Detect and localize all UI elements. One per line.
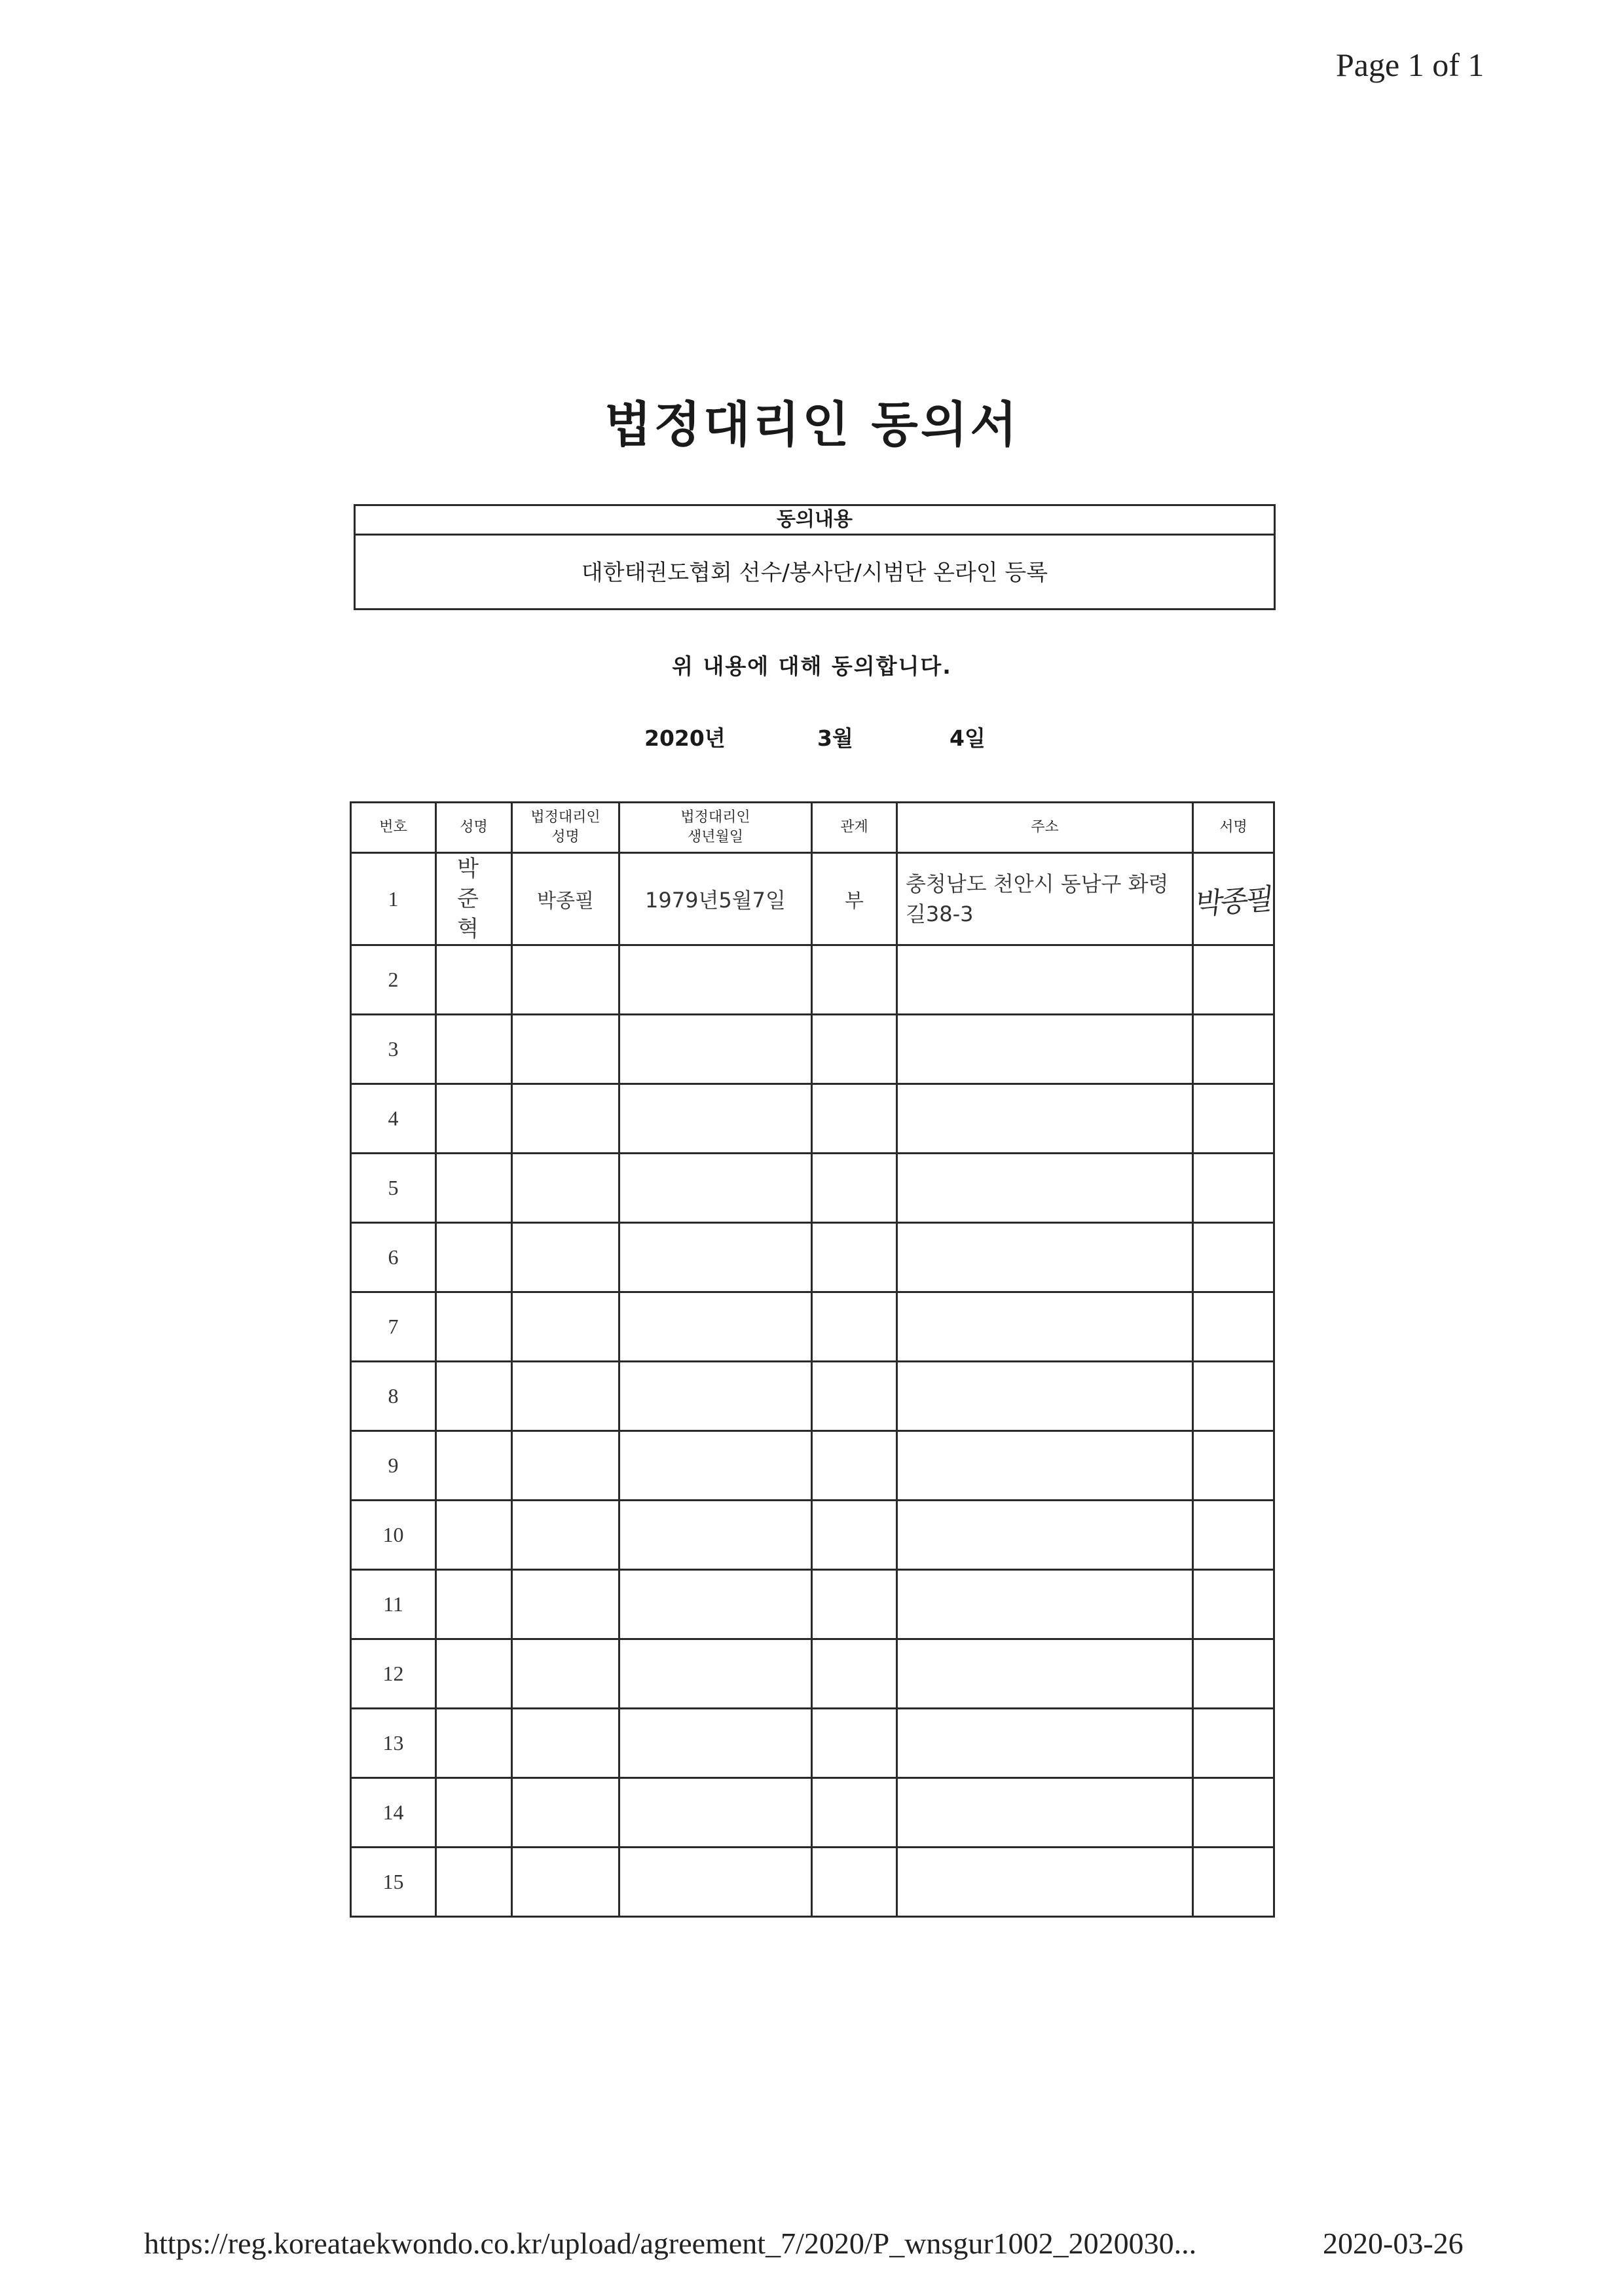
date-month: 3월 bbox=[817, 725, 853, 751]
guardian-name-cell bbox=[512, 1431, 619, 1501]
row-number-cell: 10 bbox=[351, 1501, 436, 1570]
signature-cell bbox=[1193, 945, 1274, 1015]
relation-cell bbox=[812, 1431, 897, 1501]
signature-cell bbox=[1193, 1709, 1274, 1778]
address-cell bbox=[897, 1570, 1193, 1639]
table-row bbox=[351, 945, 1274, 1015]
table-row bbox=[351, 1709, 1274, 1778]
signature-cell bbox=[1193, 1778, 1274, 1848]
participant-name-cell bbox=[436, 1084, 512, 1154]
relation-cell bbox=[812, 1709, 897, 1778]
address-cell bbox=[897, 1084, 1193, 1154]
row-number-cell: 2 bbox=[351, 945, 436, 1015]
guardian-name-cell bbox=[512, 1223, 619, 1292]
guardian-name-cell bbox=[512, 1778, 619, 1848]
guardian-name-cell bbox=[512, 1154, 619, 1223]
signature-cell bbox=[1193, 1362, 1274, 1431]
address-cell bbox=[897, 1154, 1193, 1223]
relation-cell bbox=[812, 1501, 897, 1570]
relation-cell bbox=[812, 1570, 897, 1639]
signature-cell bbox=[1193, 1015, 1274, 1084]
relation-cell bbox=[812, 1223, 897, 1292]
signature-cell bbox=[1193, 1223, 1274, 1292]
guardian-name-cell bbox=[512, 1709, 619, 1778]
consent-box bbox=[354, 504, 1276, 610]
table-row bbox=[351, 1778, 1274, 1848]
header-signature: 서명 bbox=[1193, 803, 1274, 853]
guardian-birthdate-cell bbox=[619, 1501, 812, 1570]
address-cell bbox=[897, 1015, 1193, 1084]
guardian-name-cell bbox=[512, 1639, 619, 1709]
header-guardian-name: 법정대리인 성명 bbox=[512, 803, 619, 853]
guardian-birthdate-cell: 1979년5월7일 bbox=[619, 853, 812, 945]
address-cell bbox=[897, 1223, 1193, 1292]
guardian-birthdate-cell bbox=[619, 1431, 812, 1501]
address-cell bbox=[897, 1431, 1193, 1501]
guardian-birthdate-cell bbox=[619, 945, 812, 1015]
table-row bbox=[351, 1154, 1274, 1223]
address-cell bbox=[897, 1501, 1193, 1570]
participant-name-cell bbox=[436, 1848, 512, 1917]
participant-name-cell bbox=[436, 1431, 512, 1501]
table-row bbox=[351, 1084, 1274, 1154]
table-header-row bbox=[351, 803, 1274, 853]
participant-name-cell bbox=[436, 1015, 512, 1084]
relation-cell bbox=[812, 1362, 897, 1431]
document-title: 법정대리인 동의서 bbox=[604, 397, 1020, 453]
participant-name-cell bbox=[436, 1154, 512, 1223]
address-cell bbox=[897, 1709, 1193, 1778]
relation-cell bbox=[812, 1084, 897, 1154]
row-number-cell: 12 bbox=[351, 1639, 436, 1709]
guardian-name-cell bbox=[512, 945, 619, 1015]
header-guardian-birth: 법정대리인 생년월일 bbox=[619, 803, 812, 853]
guardian-name-cell bbox=[512, 1570, 619, 1639]
row-number-cell: 5 bbox=[351, 1154, 436, 1223]
guardian-name-cell: 박종필 bbox=[512, 853, 619, 945]
address-cell: 충청남도 천안시 동남구 화령길38-3 bbox=[897, 853, 1193, 945]
guardian-birthdate-cell bbox=[619, 1084, 812, 1154]
guardian-birthdate-cell bbox=[619, 1015, 812, 1084]
signature-cell bbox=[1193, 1848, 1274, 1917]
row-number-cell: 9 bbox=[351, 1431, 436, 1501]
table-row bbox=[351, 1848, 1274, 1917]
guardian-birthdate-cell bbox=[619, 1292, 812, 1362]
row-number-cell: 3 bbox=[351, 1015, 436, 1084]
guardian-birthdate-cell bbox=[619, 1154, 812, 1223]
address-cell bbox=[897, 1639, 1193, 1709]
header-relation: 관계 bbox=[812, 803, 897, 853]
row-number-cell: 1 bbox=[351, 853, 436, 945]
relation-cell: 부 bbox=[812, 853, 897, 945]
row-number-cell: 7 bbox=[351, 1292, 436, 1362]
address-cell bbox=[897, 945, 1193, 1015]
participant-name-cell bbox=[436, 1639, 512, 1709]
participant-name-cell: 박준혁 bbox=[436, 853, 512, 945]
relation-cell bbox=[812, 1639, 897, 1709]
row-number-cell: 8 bbox=[351, 1362, 436, 1431]
guardian-birthdate-cell bbox=[619, 1362, 812, 1431]
row-number-cell: 14 bbox=[351, 1778, 436, 1848]
signature-cell bbox=[1193, 1639, 1274, 1709]
table-row bbox=[351, 1362, 1274, 1431]
guardian-name-cell bbox=[512, 1292, 619, 1362]
guardian-name-cell bbox=[512, 1848, 619, 1917]
participant-name-cell bbox=[436, 1223, 512, 1292]
table-row bbox=[351, 1015, 1274, 1084]
participant-name-cell bbox=[436, 1292, 512, 1362]
row-number-cell: 13 bbox=[351, 1709, 436, 1778]
table-body bbox=[351, 853, 1274, 1917]
table-row bbox=[351, 1570, 1274, 1639]
guardian-birthdate-cell bbox=[619, 1778, 812, 1848]
participant-name-cell bbox=[436, 1362, 512, 1431]
guardian-name-cell bbox=[512, 1501, 619, 1570]
signature-cell bbox=[1193, 853, 1274, 945]
table-row bbox=[351, 853, 1274, 945]
relation-cell bbox=[812, 1778, 897, 1848]
footer-url: https://reg.koreataekwondo.co.kr/upload/agreement_7/2020/P_wnsgur1002_2020030... bbox=[144, 2227, 1197, 2260]
table-row bbox=[351, 1223, 1274, 1292]
participant-name-cell bbox=[436, 1501, 512, 1570]
relation-cell bbox=[812, 1015, 897, 1084]
signature-cell bbox=[1193, 1292, 1274, 1362]
agree-statement: 위 내용에 대해 동의합니다. bbox=[672, 653, 952, 679]
relation-cell bbox=[812, 945, 897, 1015]
address-cell bbox=[897, 1292, 1193, 1362]
footer-date: 2020-03-26 bbox=[1323, 2227, 1464, 2260]
table-row bbox=[351, 1639, 1274, 1709]
registration-table bbox=[350, 801, 1275, 1918]
guardian-birthdate-cell bbox=[619, 1223, 812, 1292]
participant-name-cell bbox=[436, 945, 512, 1015]
page-number: Page 1 of 1 bbox=[1336, 46, 1485, 83]
participant-name-cell bbox=[436, 1778, 512, 1848]
date-year: 2020년 bbox=[644, 725, 726, 751]
guardian-name-cell bbox=[512, 1362, 619, 1431]
guardian-name-cell bbox=[512, 1084, 619, 1154]
header-no: 번호 bbox=[351, 803, 436, 853]
participant-name-cell bbox=[436, 1709, 512, 1778]
guardian-birthdate-cell bbox=[619, 1570, 812, 1639]
guardian-name-cell bbox=[512, 1015, 619, 1084]
address-cell bbox=[897, 1778, 1193, 1848]
relation-cell bbox=[812, 1848, 897, 1917]
participant-name-cell bbox=[436, 1570, 512, 1639]
signature-cell bbox=[1193, 1154, 1274, 1223]
consent-header: 동의내용 bbox=[356, 506, 1274, 536]
row-number-cell: 15 bbox=[351, 1848, 436, 1917]
address-cell bbox=[897, 1362, 1193, 1431]
header-name: 성명 bbox=[436, 803, 512, 853]
date-day: 4일 bbox=[950, 725, 986, 751]
row-number-cell: 4 bbox=[351, 1084, 436, 1154]
table-row bbox=[351, 1431, 1274, 1501]
signature-cell bbox=[1193, 1431, 1274, 1501]
consent-body: 대한태권도협회 선수/봉사단/시범단 온라인 등록 bbox=[581, 560, 1048, 586]
guardian-birthdate-cell bbox=[619, 1639, 812, 1709]
row-number-cell: 6 bbox=[351, 1223, 436, 1292]
signature-cell bbox=[1193, 1501, 1274, 1570]
relation-cell bbox=[812, 1154, 897, 1223]
table-row bbox=[351, 1501, 1274, 1570]
relation-cell bbox=[812, 1292, 897, 1362]
handwritten-signature: 박종필 bbox=[1193, 882, 1273, 922]
guardian-birthdate-cell bbox=[619, 1848, 812, 1917]
signature-cell bbox=[1193, 1084, 1274, 1154]
signature-cell bbox=[1193, 1570, 1274, 1639]
row-number-cell: 11 bbox=[351, 1570, 436, 1639]
table-row bbox=[351, 1292, 1274, 1362]
guardian-birthdate-cell bbox=[619, 1709, 812, 1778]
header-address: 주소 bbox=[897, 803, 1193, 853]
address-cell bbox=[897, 1848, 1193, 1917]
